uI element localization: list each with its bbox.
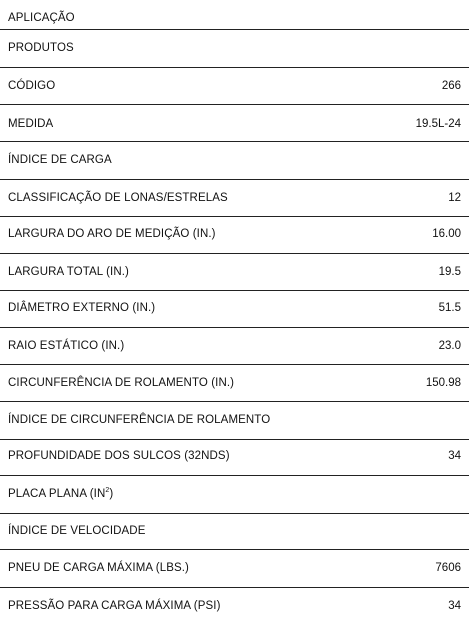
spec-value: 34 [448,450,461,462]
spec-row-indice-de-carga [0,142,469,178]
spec-label: PROFUNDIDADE DOS SULCOS (32NDS) [8,450,230,462]
spec-row-indice-circunferencia [0,402,469,438]
spec-label: APLICAÇÃO [8,12,75,24]
spec-value: 19.5 [438,266,461,278]
spec-row-indice-velocidade [0,513,469,549]
spec-label: CÓDIGO [8,80,56,92]
spec-label: ÍNDICE DE CIRCUNFERÊNCIA DE ROLAMENTO [8,414,271,426]
spec-label-suffix: ) [109,488,114,500]
spec-value: 150.98 [425,377,461,389]
spec-row-pressao-carga-maxima [0,588,469,624]
spec-label: PNEU DE CARGA MÁXIMA (LBS.) [8,562,189,574]
spec-label: LARGURA DO ARO DE MEDIÇÃO (IN.) [8,228,216,240]
spec-value: 19.5L-24 [415,118,461,130]
spec-label: ÍNDICE DE CARGA [8,154,112,166]
spec-value: 16.00 [432,228,461,240]
spec-row-largura-aro [0,216,469,252]
spec-label-text: PLACA PLANA (IN [8,488,106,500]
spec-row-largura-total [0,254,469,290]
spec-label: CLASSIFICAÇÃO DE LONAS/ESTRELAS [8,192,228,204]
spec-row-medida [0,106,469,142]
spec-row-placa-plana [0,476,469,512]
spec-label: DIÂMETRO EXTERNO (IN.) [8,302,156,314]
spec-row-profundidade-sulcos [0,438,469,474]
spec-label: MEDIDA [8,118,54,130]
spec-label: LARGURA TOTAL (IN.) [8,266,129,278]
spec-row-raio-estatico [0,328,469,364]
spec-value: 23.0 [438,340,461,352]
spec-label: PRESSÃO PARA CARGA MÁXIMA (PSI) [8,600,221,612]
spec-row-codigo [0,68,469,104]
spec-value: 12 [448,192,461,204]
row-divider [0,104,469,105]
spec-value: 51.5 [438,302,461,314]
spec-value: 34 [448,600,461,612]
spec-label: ÍNDICE DE VELOCIDADE [8,525,146,537]
superscript: 2 [105,487,110,495]
spec-row-classificacao-lonas [0,180,469,216]
spec-row-pneu-carga-maxima [0,550,469,586]
spec-value: 266 [441,80,461,92]
spec-row-diametro-externo [0,290,469,326]
spec-row-circunferencia-rolamento [0,365,469,401]
spec-label: PRODUTOS [8,42,74,54]
spec-label [8,488,113,500]
spec-label: CIRCUNFERÊNCIA DE ROLAMENTO (IN.) [8,377,235,389]
spec-label: RAIO ESTÁTICO (IN.) [8,340,125,352]
spec-row-produtos [0,30,469,66]
spec-value: 7606 [435,562,461,574]
